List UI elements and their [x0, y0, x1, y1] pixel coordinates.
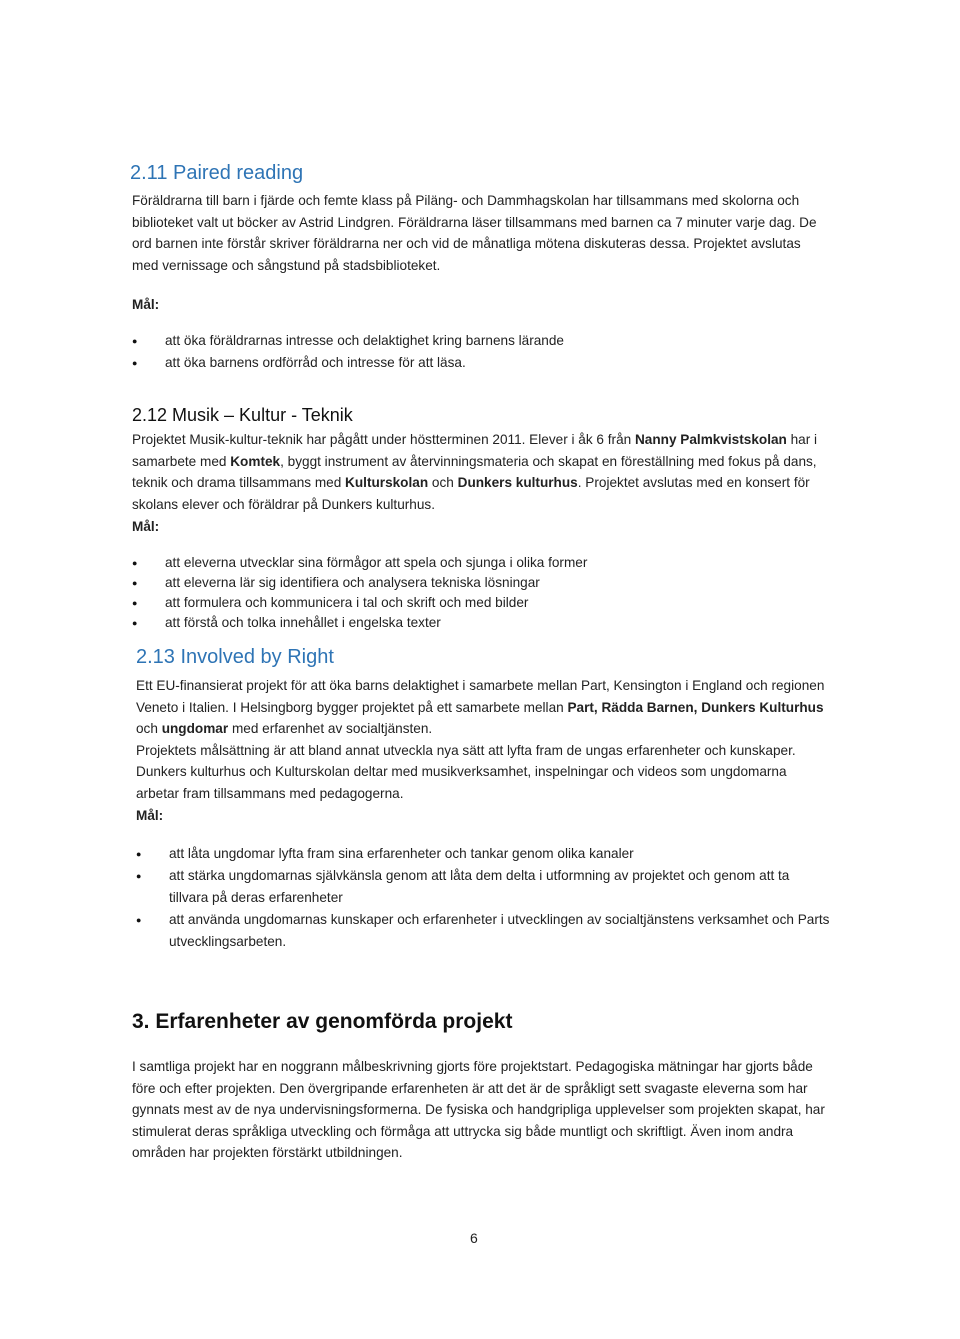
list-item-text: att låta ungdomar lyfta fram sina erfarenheter och tankar genom olika kanaler — [169, 846, 634, 861]
text: Projektet Musik-kultur-teknik har pågått under höstterminen 2011. Elever i åk 6 från — [132, 432, 635, 447]
text: . Projektet avslutas med en konsert för — [577, 475, 810, 490]
section-2-13-body — [136, 675, 856, 827]
paragraph-line: ord barnen inte förstår skriver föräldrarna ner och vid de månatliga mötena diskuteras dessa. Projektet avslutas — [132, 236, 801, 251]
text: och — [136, 721, 162, 736]
list-item-text: att eleverna lär sig identifiera och analysera tekniska lösningar — [165, 575, 540, 590]
list-item-text: att använda ungdomarnas kunskaper och erfarenheter i utvecklingen av socialtjänstens verksamhet och Parts — [169, 912, 830, 927]
section-2-12-body — [132, 429, 852, 538]
text: har i — [786, 432, 818, 447]
list-item — [132, 331, 852, 351]
bold-text: ungdomar — [161, 721, 229, 736]
list-item-text: att öka barnens ordförråd och intresse för att läsa. — [165, 355, 466, 370]
text: Veneto i Italien. I Helsingborg bygger projektet på ett samarbete mellan — [136, 699, 568, 715]
paragraph-line: I samtliga projekt har en noggrann målbeskrivning gjorts före projektstart. Pedagogiska mätningar har gjorts både — [132, 1059, 813, 1074]
heading-2-12: 2.12 Musik – Kultur - Teknik — [132, 405, 353, 425]
section-3 — [132, 1010, 852, 1034]
goals-label: Mål: — [132, 297, 160, 312]
section-2-13 — [136, 646, 856, 669]
list-item — [136, 865, 866, 909]
paragraph-line: arbetar fram tillsammans med pedagogerna. — [136, 785, 404, 801]
goals-list-2-13 — [136, 843, 866, 953]
paragraph-line: stimulerat deras språkliga utveckling och förmåga att uttrycka sig både muntligt och skriftligt. Även inom andra — [132, 1123, 794, 1139]
paragraph-line: skolans elever och föräldrar på Dunkers kulturhus. — [132, 496, 435, 512]
list-item-text: att öka föräldrarnas intresse och delaktighet kring barnens lärande — [165, 333, 564, 348]
paragraph-line — [132, 429, 852, 451]
paragraph-line: Föräldrarna till barn i fjärde och femte klass på Piläng- och Dammhagskolan har tillsammans med skolorna och — [132, 193, 800, 208]
list-item-text: utvecklingsarbeten. — [169, 934, 287, 949]
paragraph-line: biblioteket valt ut böcker av Astrid Lindgren. Föräldrarna läser tillsammans med barnen ca 7 minuter varje dag. De — [132, 214, 817, 230]
bold-text: Kulturskolan — [345, 475, 429, 490]
paragraph-line: Dunkers kulturhus och Kulturskolan deltar med musikverksamhet, inspelningar och videos som ungdomarna — [136, 764, 787, 779]
section-2-12 — [132, 405, 852, 426]
paragraph-line: Projektets målsättning är att bland annat utveckla nya sätt att lyfta fram de ungas erfarenheter och kunskaper. — [136, 742, 796, 758]
section-2-11 — [130, 162, 850, 185]
list-item-text: att stärka ungdomarnas självkänsla genom att låta dem delta i utformning av projektet och genom att ta — [169, 868, 790, 883]
heading-3: 3. Erfarenheter av genomförda projekt — [132, 1010, 513, 1033]
bold-text: Nanny Palmkvistskolan — [634, 432, 787, 447]
heading-2-13: 2.13 Involved by Right — [136, 646, 334, 668]
heading-2-11: 2.11 Paired reading — [130, 162, 304, 184]
page-number: 6 — [470, 1230, 478, 1246]
list-item — [132, 573, 852, 593]
list-item — [136, 909, 866, 953]
paragraph-line: gynnats mest av de nya undervisningsformerna. De fysiska och handgripliga upplevelser som projekten skapat, har — [132, 1102, 825, 1117]
goals-label-2-11 — [132, 294, 852, 316]
paragraph-line: med vernissage och sångstund på stadsbiblioteket. — [132, 257, 441, 273]
paragraph-line — [132, 472, 852, 494]
text: teknik och drama tillsammans med — [132, 475, 346, 490]
list-item — [132, 593, 852, 613]
section-2-11-body — [132, 190, 852, 276]
list-item — [132, 553, 852, 573]
text: , byggt instrument av återvinningsmateria och skapat en föreställning med fokus på dans, — [280, 453, 817, 469]
list-item-text: tillvara på deras erfarenheter — [169, 890, 343, 905]
text: och — [428, 475, 458, 490]
list-item — [132, 353, 852, 373]
goals-list-2-11 — [132, 331, 852, 373]
paragraph-line — [136, 718, 856, 740]
paragraph-line — [132, 451, 852, 473]
goals-list-2-12 — [132, 553, 852, 633]
paragraph-line: områden har projekten förstärkt utbildningen. — [132, 1145, 403, 1160]
list-item — [136, 843, 866, 865]
list-item-text: att eleverna utvecklar sina förmågor att spela och sjunga i olika former — [165, 555, 588, 570]
goals-label: Mål: — [132, 519, 160, 534]
section-3-body — [132, 1056, 852, 1164]
paragraph-line — [136, 697, 856, 719]
bold-text: Komtek — [230, 453, 281, 469]
list-item — [132, 613, 852, 633]
bold-text: Part, Rädda Barnen, Dunkers Kulturhus — [567, 699, 824, 715]
text: samarbete med — [132, 453, 231, 469]
list-item-text: att förstå och tolka innehållet i engelska texter — [165, 615, 441, 630]
paragraph-line: Ett EU-finansierat projekt för att öka barns delaktighet i samarbete mellan Part, Kensington i England och regionen — [136, 678, 825, 693]
list-item-text: att formulera och kommunicera i tal och skrift och med bilder — [165, 595, 529, 610]
bold-text: Dunkers kulturhus — [457, 475, 578, 490]
goals-label: Mål: — [136, 808, 164, 823]
paragraph-line: före och efter projekten. Den övergripande erfarenheten är att det är de språkligt sett svagaste eleverna som har — [132, 1080, 808, 1096]
text: med erfarenhet av socialtjänsten. — [228, 721, 433, 736]
